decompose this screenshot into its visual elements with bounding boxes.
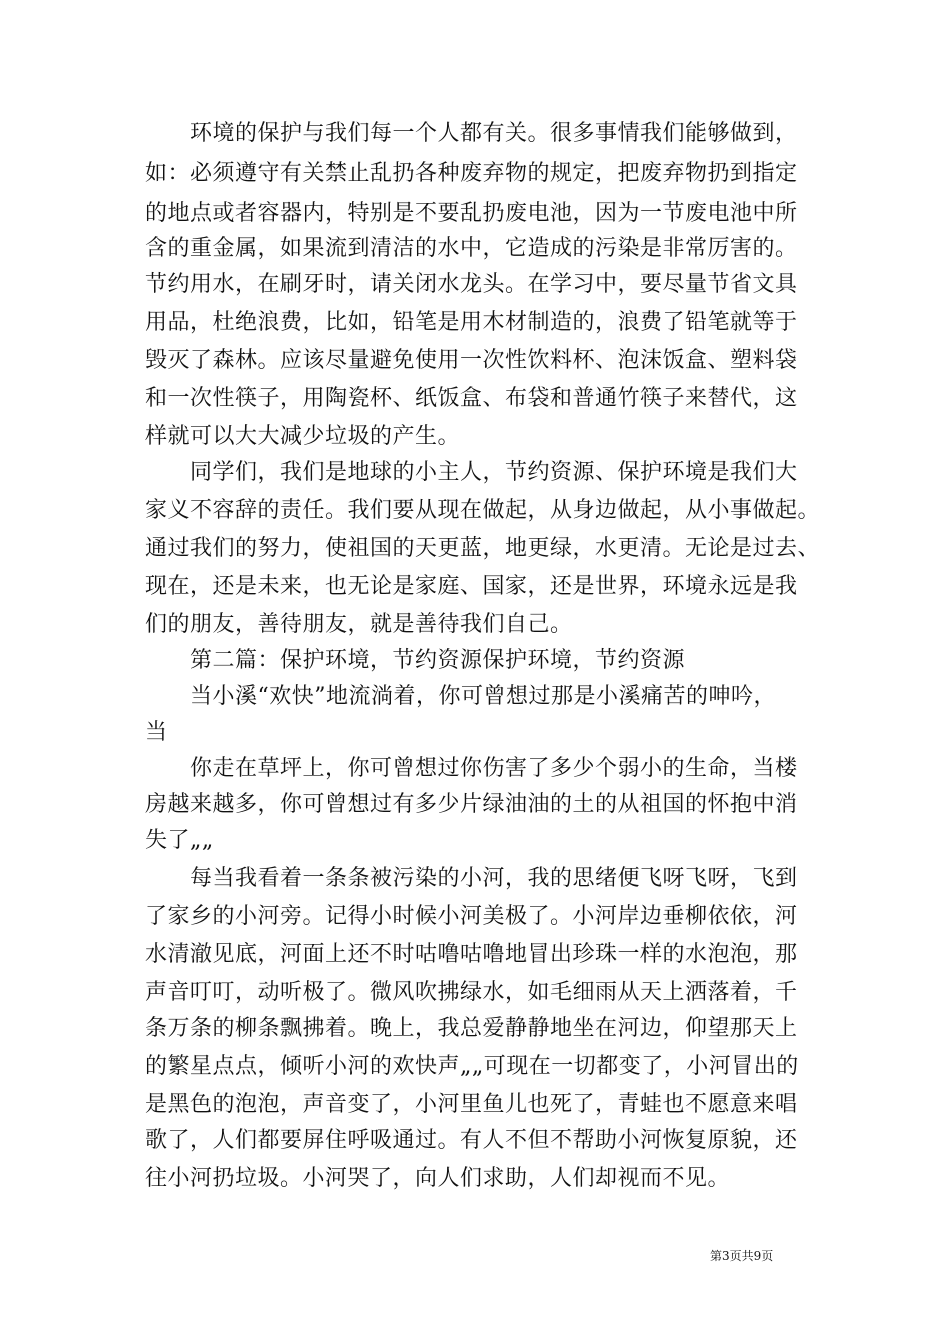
text-line: 条万条的柳条飘拂着。晚上，我总爱静静地坐在河边，仰望那天上: [145, 1016, 798, 1041]
page-number-footer: 第3页共9页: [710, 1249, 774, 1263]
text-line: 是黑色的泡泡，声音变了，小河里鱼儿也死了，青蛙也不愿意来唱: [145, 1092, 798, 1117]
text-line: 和一次性筷子，用陶瓷杯、纸饭盒、布袋和普通竹筷子来替代，这: [145, 386, 798, 411]
text-line: 的繁星点点，倾听小河的欢快声„„可现在一切都变了，小河冒出的: [145, 1054, 799, 1079]
text-line: 水清澈见底，河面上还不时咕噜咕噜地冒出珍珠一样的水泡泡，那: [145, 942, 798, 967]
text-line: 失了„„: [145, 828, 214, 853]
text-line: 当小溪“欢快”地流淌着，你可曾想过那是小溪痛苦的呻吟，: [190, 684, 776, 709]
text-line: 通过我们的努力，使祖国的天更蓝，地更绿，水更清。无论是过去、: [145, 536, 821, 561]
section-heading: 第二篇：保护环境，节约资源保护环境，节约资源: [190, 648, 686, 673]
text-line: 往小河扔垃圾。小河哭了，向人们求助，人们却视而不见。: [145, 1166, 731, 1191]
text-line: 节约用水，在刷牙时，请关闭水龙头。在学习中，要尽量节省文具: [145, 272, 798, 297]
text-line: 你走在草坪上，你可曾想过你伤害了多少个弱小的生命，当楼: [190, 756, 798, 781]
text-line: 房越来越多，你可曾想过有多少片绿油油的土的从祖国的怀抱中消: [145, 792, 798, 817]
text-line: 现在，还是未来，也无论是家庭、国家，还是世界，环境永远是我: [145, 574, 798, 599]
text-line: 环境的保护与我们每一个人都有关。很多事情我们能够做到，: [190, 121, 798, 146]
text-line: 同学们，我们是地球的小主人，节约资源、保护环境是我们大: [190, 460, 798, 485]
text-line: 歌了，人们都要屏住呼吸通过。有人不但不帮助小河恢复原貌，还: [145, 1128, 798, 1153]
text-line: 样就可以大大减少垃圾的产生。: [145, 424, 461, 449]
text-line: 的地点或者容器内，特别是不要乱扔废电池，因为一节废电池中所: [145, 201, 798, 226]
text-line: 每当我看着一条条被污染的小河，我的思绪便飞呀飞呀，飞到: [190, 866, 798, 891]
text-line: 当: [145, 720, 168, 745]
text-line: 毁灭了森林。应该尽量避免使用一次性饮料杯、泡沫饭盒、塑料袋: [145, 348, 798, 373]
text-line: 家义不容辞的责任。我们要从现在做起，从身边做起，从小事做起。: [145, 498, 821, 523]
text-line: 如：必须遵守有关禁止乱扔各种废弃物的规定，把废弃物扔到指定: [145, 161, 798, 186]
text-line: 们的朋友，善待朋友，就是善待我们自己。: [145, 612, 573, 637]
text-line: 声音叮叮，动听极了。微风吹拂绿水，如毛细雨从天上洒落着，千: [145, 980, 798, 1005]
text-line: 了家乡的小河旁。记得小时候小河美极了。小河岸边垂柳依依，河: [145, 904, 798, 929]
text-line: 用品，杜绝浪费，比如，铅笔是用木材制造的，浪费了铅笔就等于: [145, 310, 798, 335]
text-line: 含的重金属，如果流到清洁的水中，它造成的污染是非常厉害的。: [145, 236, 798, 261]
